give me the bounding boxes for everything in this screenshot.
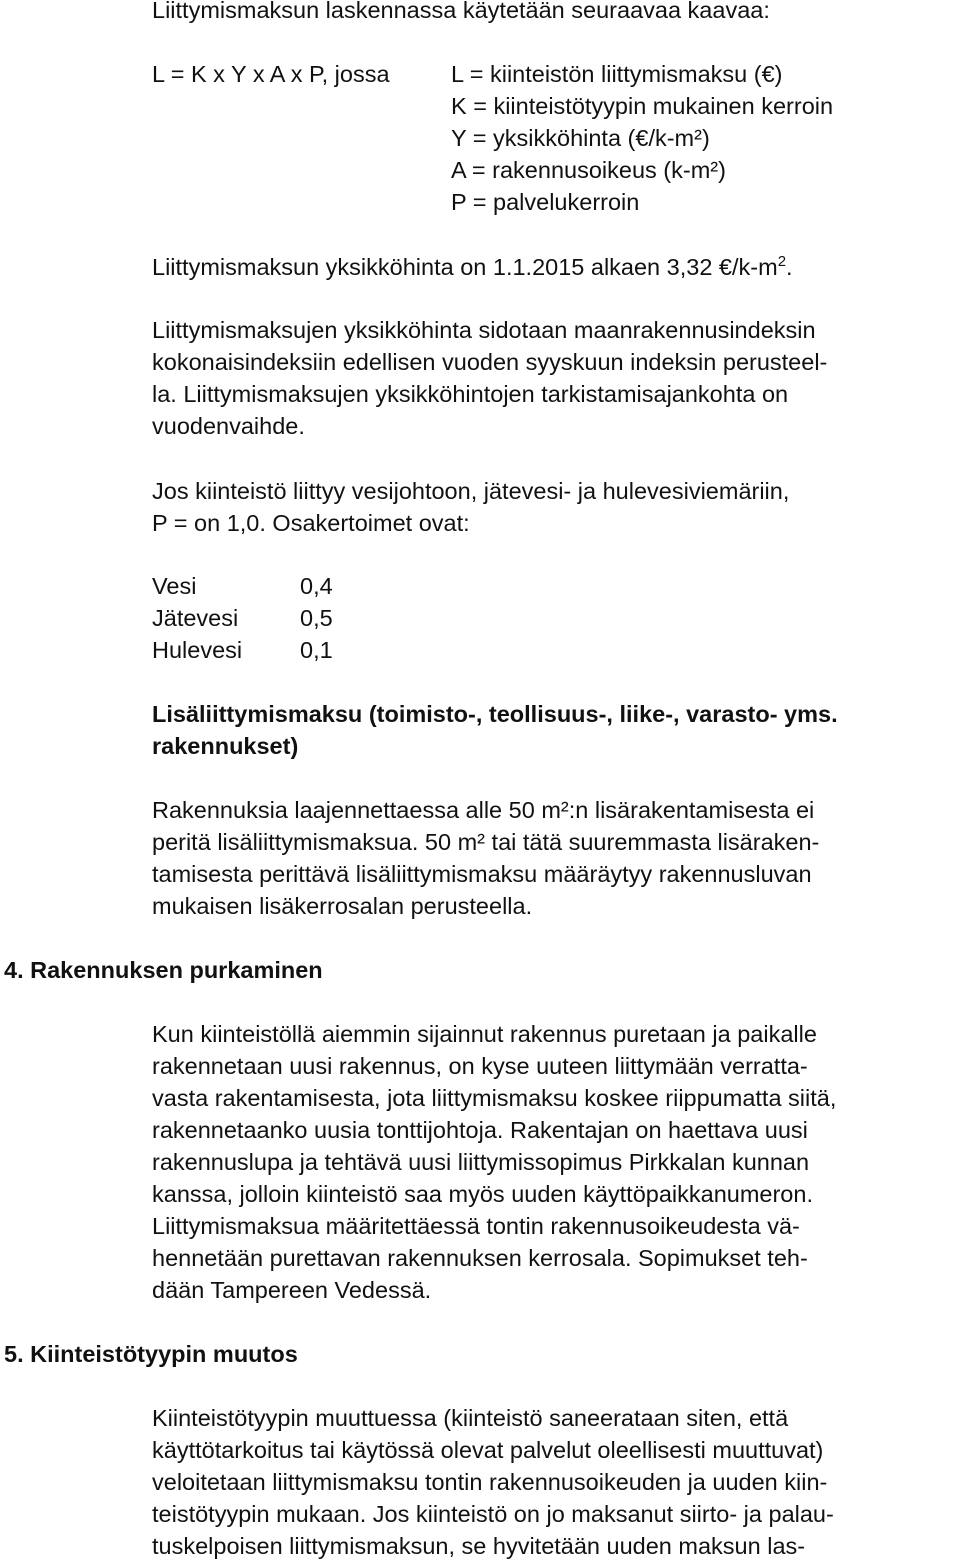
section-5-line: tuskelpoisen liittymismaksun, se hyvitetään uuden maksun las- [152, 1533, 806, 1559]
formula-def-a: A = rakennusoikeus (k-m²) [451, 157, 726, 183]
section-4-line: vasta rakentamisesta, jota liittymismaksu koskee riippumatta siitä, [152, 1085, 837, 1111]
formula-def-l: L = kiinteistön liittymismaksu (€) [451, 61, 783, 87]
formula-def-k: K = kiinteistötyypin mukainen kerroin [451, 93, 834, 119]
section-5-line: veloitetaan liittymismaksu tontin rakennusoikeuden ja uuden kiin- [152, 1469, 828, 1495]
para-index-line: kokonaisindeksiin edellisen vuoden syyskuun indeksin perusteel- [152, 349, 828, 375]
section-5-line: käyttötarkoitus tai käytössä olevat palvelut oleellisesti muuttuvat) [152, 1437, 824, 1463]
formula-main: L = K x Y x A x P, jossa [152, 61, 390, 87]
coef-label-vesi: Vesi [152, 573, 197, 599]
para-jos-line: P = on 1,0. Osakertoimet ovat: [152, 510, 470, 536]
formula-def-p: P = palvelukerroin [451, 189, 640, 215]
subheading-line: Lisäliittymismaksu (toimisto-, teollisuus-, liike-, varasto- yms. [152, 701, 838, 727]
subheading-line: rakennukset) [152, 733, 299, 759]
section-5-line: Kiinteistötyypin muuttuessa (kiinteistö saneerataan siten, että [152, 1405, 789, 1431]
para-lisa-line: Rakennuksia laajennettaessa alle 50 m²:n lisärakentamisesta ei [152, 797, 815, 823]
section-4-line: dään Tampereen Vedessä. [152, 1277, 432, 1303]
formula-def-y: Y = yksikköhinta (€/k-m²) [451, 125, 710, 151]
section-5-line: teistötyypin mukaan. Jos kiinteistö on jo maksanut siirto- ja palau- [152, 1501, 834, 1527]
para-lisa-line: mukaisen lisäkerrosalan perusteella. [152, 893, 533, 919]
section-4-line: rakennuslupa ja tehtävä uusi liittymissopimus Pirkkalan kunnan [152, 1149, 810, 1175]
section-4-line: hennetään purettavan rakennuksen kerrosala. Sopimukset teh- [152, 1245, 808, 1271]
section-5-heading: 5. Kiinteistötyypin muutos [4, 1341, 298, 1367]
para-jos-line: Jos kiinteistö liittyy vesijohtoon, jätevesi- ja hulevesiviemäriin, [152, 478, 790, 504]
coef-value-jatevesi: 0,5 [300, 605, 333, 631]
section-4-line: kanssa, jolloin kiinteistö saa myös uuden käyttöpaikkanumeron. [152, 1181, 813, 1207]
unit-price-text: Liittymismaksun yksikköhinta on 1.1.2015 alkaen 3,32 €/k-m [152, 254, 778, 280]
para-lisa-line: peritä lisäliittymismaksua. 50 m² tai tätä suuremmasta lisäraken- [152, 829, 820, 855]
para-index-line: Liittymismaksujen yksikköhinta sidotaan maanrakennusindeksin [152, 317, 816, 343]
intro-line: Liittymismaksun laskennassa käytetään seuraavaa kaavaa: [152, 0, 770, 23]
section-4-heading: 4. Rakennuksen purkaminen [4, 957, 323, 983]
coef-value-vesi: 0,4 [300, 573, 333, 599]
section-4-line: Kun kiinteistöllä aiemmin sijainnut rakennus puretaan ja paikalle [152, 1021, 817, 1047]
unit-price-sup: 2 [777, 253, 787, 270]
section-4-line: rakennetaanko uusia tonttijohtoja. Rakentajan on haettava uusi [152, 1117, 808, 1143]
unit-price-tail: . [786, 254, 793, 280]
coef-label-jatevesi: Jätevesi [152, 605, 239, 631]
section-4-line: Liittymismaksua määritettäessä tontin rakennusoikeudesta vä- [152, 1213, 800, 1239]
para-index-line: la. Liittymismaksujen yksikköhintojen tarkistamisajankohta on [152, 381, 789, 407]
para-index-line: vuodenvaihde. [152, 413, 305, 439]
unit-price-line [152, 251, 793, 283]
section-4-line: rakennetaan uusi rakennus, on kyse uuteen liittymään verratta- [152, 1053, 808, 1079]
coef-value-hulevesi: 0,1 [300, 637, 333, 663]
coef-label-hulevesi: Hulevesi [152, 637, 243, 663]
para-lisa-line: tamisesta perittävä lisäliittymismaksu määräytyy rakennusluvan [152, 861, 812, 887]
